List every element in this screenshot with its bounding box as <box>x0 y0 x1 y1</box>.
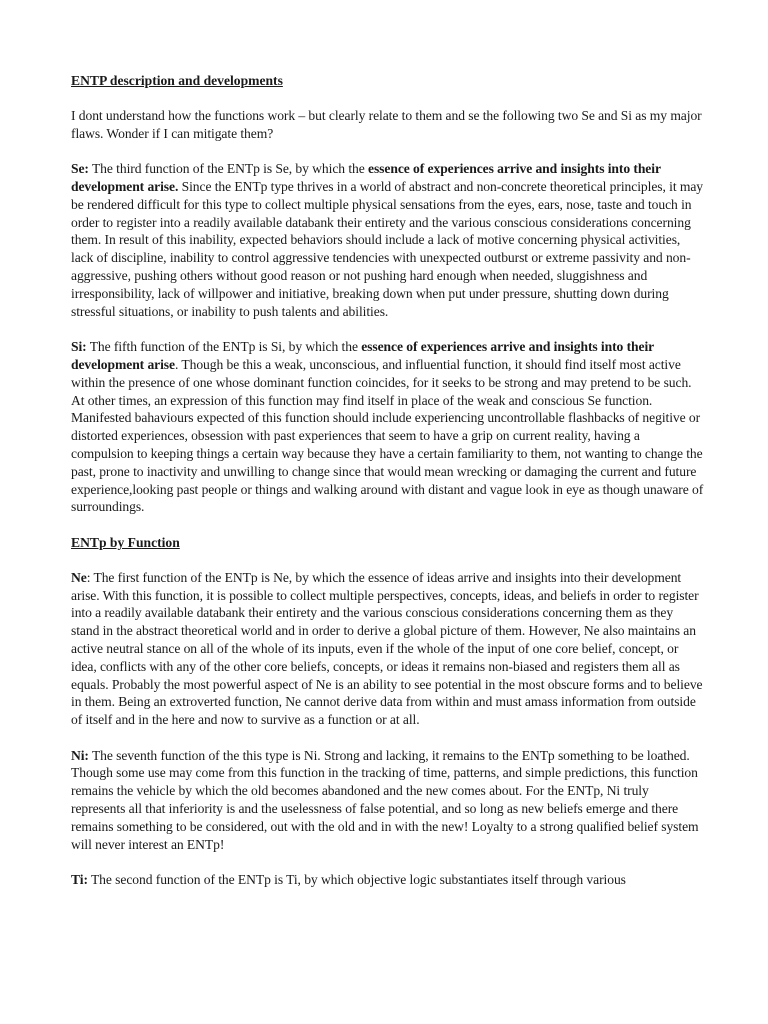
ni-label: Ni: <box>71 747 89 763</box>
ti-text: The second function of the ENTp is Ti, by which objective logic substantiates itself through various <box>87 872 626 888</box>
se-text-2: Since the ENTp type thrives in a world of abstract and non-concrete theoretical principles, it may be rendered difficult for this type to collect multiple physical sensations from the eyes, ears, nose, taste and touch in order to register into a readily available databank their entirety and the various conscious considerations concerning them. In result of this inability, expected behaviors should include a lack of motive concerning physical activities, lack of discipline, inability to control aggressive tendencies with unexpected outburst or extreme passivity and non-aggressive, pushing others without good reason or not pushing hard enough when needed, sluggishness and irresponsibility, lack of willpower and initiative, breaking down when put under pressure, shutting down during stressful situations, or inability to push talents and abilities. <box>71 178 703 319</box>
ti-label: Ti: <box>71 872 88 888</box>
si-label: Si: <box>71 339 87 355</box>
intro-paragraph: I dont understand how the functions work – but clearly relate to them and se the following two Se and Si as my major flaws. Wonder if I can mitigate them? <box>71 107 702 141</box>
se-bold-text: essence of experiences arrive and insights into their development arise. <box>71 161 661 194</box>
ni-text: The seventh function of the this type is Ni. Strong and lacking, it remains to the ENTp something to be loathed. Though some use may come from this function in the tracking of time, patterns, and simple predictions, this function remains the vehicle by which the old becomes abandoned and the new comes about. For the ENTp, Ni truly represents all that inferiority is and the uselessness of false potential, and so long as new beliefs emerge and there remains something to be considered, out with the old and in with the new! Loyalty to a strong qualified belief system will never interest an ENTp! <box>71 747 699 852</box>
se-label: Se: <box>71 161 89 177</box>
section-heading: ENTp by Function <box>71 534 180 550</box>
se-paragraph <box>71 160 704 320</box>
ne-text: : The first function of the ENTp is Ne, by which the essence of ideas arrive and insights into their development arise. With this function, it is possible to collect multiple perspectives, concepts, ideas, and beliefs in order to register into a readily available databank their entirety and the various conscious considerations concerning them as they stand in the abstract theoretical world and in order to derive a global picture of them. However, Ne also maintains an active neutral stance on all of the whole of its inputs, even if the whole of the input of one core belief, concept, or idea, conflicts with any of the other core beliefs, concepts, or ideas it remains non-biased and registers them all as equals. Probably the most powerful aspect of Ne is an ability to see potential in the most obscure forms and to believe in them. Being an extroverted function, Ne cannot derive data from within and must amass information from outside of itself and in the here and now to survive as a function or at all. <box>71 569 703 728</box>
si-paragraph <box>71 338 704 516</box>
document-heading: ENTP description and developments <box>71 73 283 88</box>
ni-paragraph <box>71 747 704 854</box>
ne-paragraph <box>71 569 704 729</box>
ti-paragraph <box>71 871 704 889</box>
ne-label: Ne <box>71 569 87 585</box>
se-text-1: The third function of the ENTp is Se, by which the <box>88 161 369 177</box>
si-text-2: . Though be this a weak, unconscious, and influential function, it should find itself most active within the presence of one whose dominant function coincides, for it seeks to be strong and may pretend to be such. At other times, an expression of this function may find itself in place of the weak and conscious Se function. Manifested bahaviours expected of this function should include experiencing uncontrollable flashbacks of negitive or distorted experiences, obsession with past experiences that seem to have a grip on current reality, having a compulsion to keeping things a certain way because they have a certain familiarity to them, not wanting to change the past, prone to inactivity and unwilling to change since that would mean wrecking or damaging the current and future experience,looking past people or things and walking around with distant and vague look in eye as though unaware of surroundings. <box>71 356 704 515</box>
si-text-1: The fifth function of the ENTp is Si, by which the <box>86 339 362 355</box>
si-bold-text: essence of experiences arrive and insights into their development arise <box>71 339 654 372</box>
